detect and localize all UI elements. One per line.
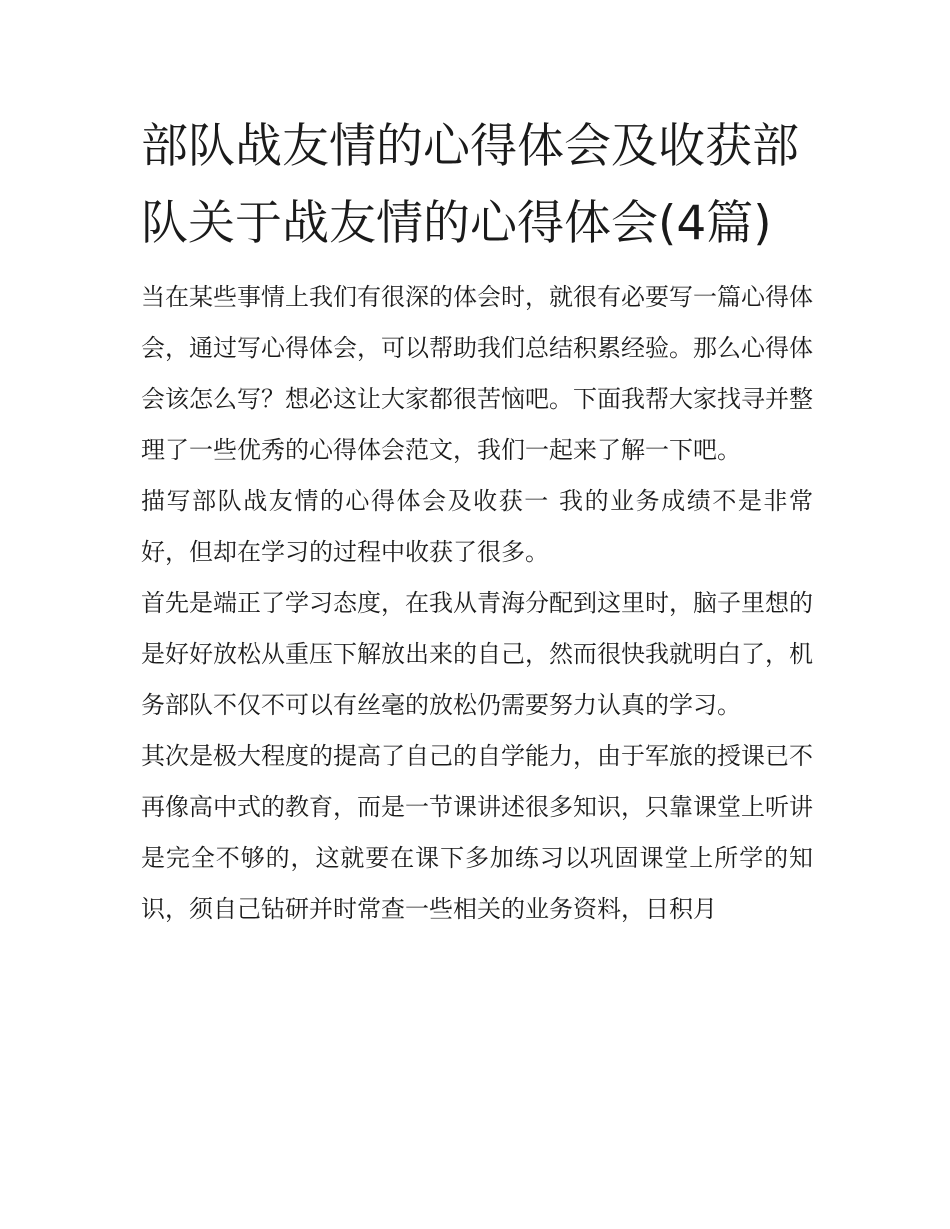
section-one-paragraph: 描写部队战友情的心得体会及收获一 我的业务成绩不是非常好，但却在学习的过程中收获了很多。 bbox=[141, 487, 813, 566]
intro-paragraph: 当在某些事情上我们有很深的体会时，就很有必要写一篇心得体会，通过写心得体会，可以帮助我们总结积累经验。那么心得体会该怎么写？想必这让大家都很苦恼吧。下面我帮大家找寻并整理了一些优秀的心得体会范文，我们一起来了解一下吧。 bbox=[141, 283, 813, 464]
attitude-paragraph: 首先是端正了学习态度，在我从青海分配到这里时，脑子里想的是好好放松从重压下解放出来的自己，然而很快我就明白了，机务部队不仅不可以有丝毫的放松仍需要努力认真的学习。 bbox=[141, 589, 813, 719]
document-content bbox=[141, 108, 813, 935]
self-study-paragraph: 其次是极大程度的提高了自己的自学能力，由于军旅的授课已不再像高中式的教育，而是一节课讲述很多知识，只靠课堂上听讲是完全不够的，这就要在课下多加练习以巩固课堂上所学的知识，须自己钻研并时常查一些相关的业务资料，日积月 bbox=[141, 742, 813, 923]
document-title: 部队战友情的心得体会及收获部队关于战友情的心得体会(4篇) bbox=[141, 119, 799, 251]
